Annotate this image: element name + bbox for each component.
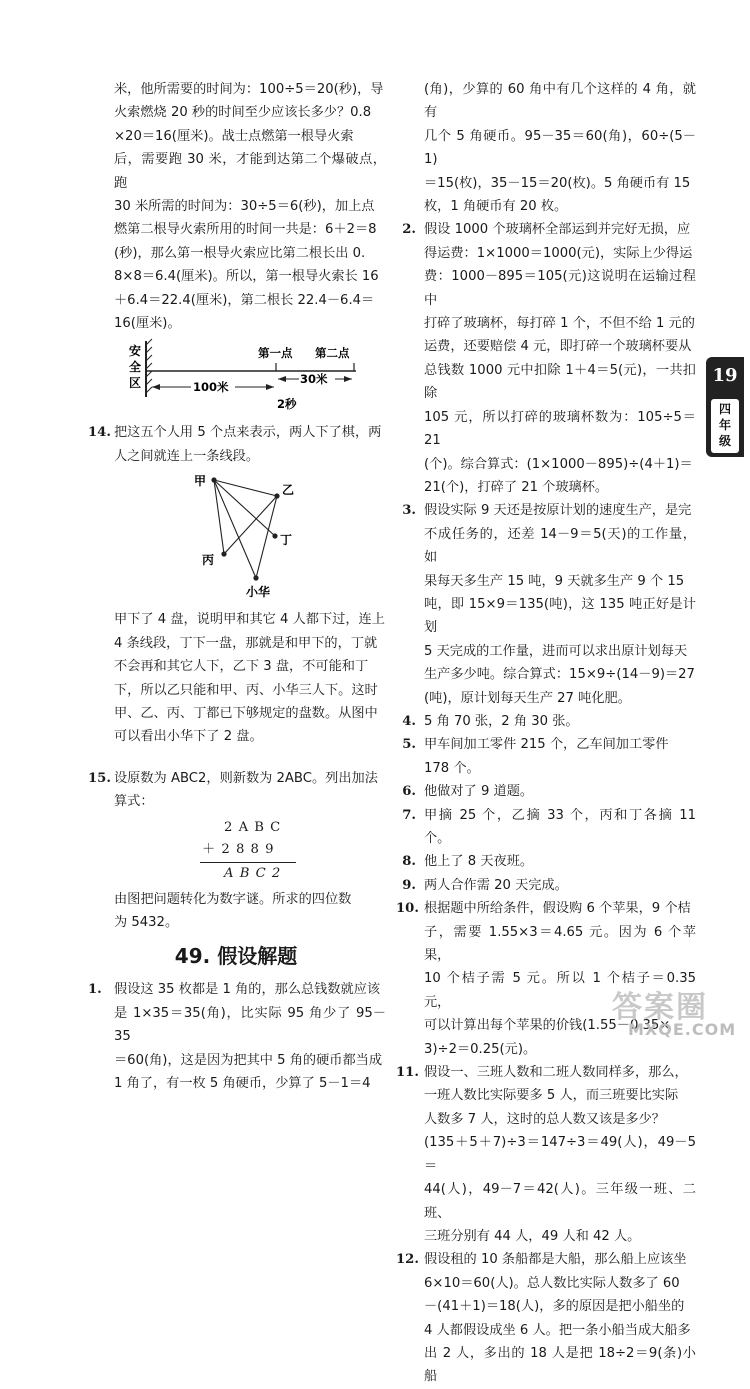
chess-games-diagram <box>86 468 386 604</box>
text-line: 设原数为 ABC2，则新数为 2ABC。列出加法 <box>114 770 378 786</box>
text-line: 生产多少吨。综合算式：15×9÷(14－9)＝27 <box>424 667 695 683</box>
question-number: 12. <box>396 1252 419 1268</box>
text-line: 不会再和其它人下，乙下 3 盘，不可能和丁 <box>114 659 369 675</box>
answer-item <box>396 874 696 897</box>
text-line: 枚，1 角硬币有 20 枚。 <box>424 199 568 215</box>
text-line: 他上了 8 天夜班。 <box>424 854 534 870</box>
person-yi: 乙 <box>282 483 295 498</box>
question-14 <box>86 421 386 468</box>
answer-item <box>396 710 696 733</box>
sum-row: A B C 2 <box>224 865 282 881</box>
safe-zone-char: 区 <box>129 376 142 391</box>
text-line: 三班分别有 44 人，49 人和 42 人。 <box>424 1228 641 1244</box>
text-line: 米，他所需要的时间为：100÷5＝20(秒)，导 <box>114 82 384 97</box>
text-line: 人数多 7 人，这时的总人数又该是多少？ <box>424 1111 665 1127</box>
text-line: 甲下了 4 盘，说明甲和其它 4 人都下过，连上 <box>114 612 385 628</box>
time-2s-label: 2秒 <box>277 397 297 412</box>
grade-char: 年 <box>718 418 731 432</box>
answer-item <box>396 218 696 499</box>
question-number: 1. <box>88 982 102 998</box>
fuse-distance-diagram <box>86 335 386 417</box>
text-line: (角)，少算的 60 角中有几个这样的 4 角，就有 <box>424 82 696 121</box>
text-line: (秒)，那么第一根导火索应比第二根长出 0. <box>114 245 366 261</box>
question-number: 6. <box>402 784 416 800</box>
text-line: 16(厘米)。 <box>114 316 181 332</box>
text-line: 打碎了玻璃杯，每打碎 1 个，不但不给 1 元的 <box>424 316 695 332</box>
text-line: 子，需要 1.55×3＝4.65 元。因为 6 个苹果， <box>424 924 696 964</box>
answer-item <box>396 780 696 803</box>
text-line: 他做对了 9 道题。 <box>424 784 534 800</box>
question-number: 5. <box>402 737 416 753</box>
text-line: 运费，还要赔偿 4 元，即打碎一个玻璃杯要从 <box>424 339 692 355</box>
text-line: －(41＋1)＝18(人)，多的原因是把小船坐的 <box>424 1299 685 1315</box>
text-line: 几个 5 角硬币。95－35＝60(角)，60÷(5－1) <box>424 128 696 168</box>
distance-100-label: 100米 <box>193 380 229 395</box>
text-line: 可以看出小华下了 2 盘。 <box>114 729 263 745</box>
text-line: 105 元，所以打碎的玻璃杯数为：105÷5＝21 <box>424 409 696 449</box>
text-line: 把这五个人用 5 个点来表示，两人下了棋，两 <box>114 425 382 441</box>
text-line: 假设这 35 枚都是 1 角的，那么总钱数就应该 <box>114 982 381 998</box>
text-line: ＝15(枚)，35－15＝20(枚)。5 角硬币有 15 <box>424 175 691 191</box>
person-bing: 丙 <box>202 553 215 568</box>
text-line: 10 个桔子需 5 元。所以 1 个桔子＝0.35 元， <box>424 971 696 1010</box>
question-number: 4. <box>402 713 416 729</box>
text-line: 出 2 人，多出的 18 人是把 18÷2＝9(条)小船 <box>424 1345 696 1385</box>
q15-explanation <box>86 888 386 935</box>
answer-1-continuation <box>396 78 696 218</box>
text-line: 3)÷2＝0.25(元)。 <box>424 1041 537 1057</box>
question-number: 9. <box>402 877 416 893</box>
page-tab <box>706 357 744 457</box>
text-line: 178 个。 <box>424 760 480 776</box>
page-number: 19 <box>712 365 738 386</box>
question-number: 3. <box>402 503 416 519</box>
text-line: 由图把问题转化为数字谜。所求的四位数 <box>114 891 352 907</box>
text-line: (135＋5＋7)÷3＝147÷3＝49(人)，49－5＝ <box>424 1135 696 1174</box>
question-number: 2. <box>402 222 416 238</box>
first-point-label: 第一点 <box>258 346 293 361</box>
text-line: 可以计算出每个苹果的价钱(1.55－0.35× <box>424 1018 671 1034</box>
text-line: ＝60(角)，这是因为把其中 5 角的硬币都当成 <box>114 1052 383 1068</box>
addend-2: ＋ 2 8 8 9 <box>202 841 275 857</box>
text-line: ×20＝16(厘米)。战士点燃第一根导火索 <box>114 128 354 144</box>
answer-item <box>396 804 696 851</box>
text-line: 6×10＝60(人)。总人数比实际人数多了 60 <box>424 1275 680 1291</box>
text-line: 5 角 70 张，2 角 30 张。 <box>424 713 579 729</box>
text-line: 是 1×35＝35(角)，比实际 95 角少了 95－35 <box>114 1005 386 1045</box>
text-line: 1 角了，有一枚 5 角硬币，少算了 5－1＝4 <box>114 1075 371 1091</box>
q14-explanation <box>86 608 386 748</box>
text-line: 4 条线段，丁下一盘，那就是和甲下的，丁就 <box>114 635 378 651</box>
addend-1: 2 A B C <box>224 819 282 835</box>
answer-1 <box>86 978 386 1095</box>
text-line: 后，需要跑 30 米，才能到达第二个爆破点，跑 <box>114 152 386 191</box>
text-line: 假设租的 10 条船都是大船，那么船上应该坐 <box>424 1252 687 1268</box>
text-line: 根据题中所给条件，假设购 6 个苹果，9 个桔 <box>424 901 691 917</box>
text-line: 费：1000－895＝105(元)这说明在运输过程中 <box>424 269 696 308</box>
text-line: 4 人都假设成坐 6 人。把一条小船当成大船多 <box>424 1322 691 1338</box>
text-line: 算式： <box>114 794 154 810</box>
text-line: 甲、乙、丙、丁都已下够规定的盘数。从图中 <box>114 705 378 721</box>
question-number: 10. <box>396 901 419 917</box>
text-line: 30 米所需的时间为：30÷5＝6(秒)，加上点 <box>114 199 375 215</box>
text-line: 火索燃烧 20 秒的时间至少应该长多少？0.8 <box>114 105 372 121</box>
text-line: 两人合作需 20 天完成。 <box>424 877 568 893</box>
person-xiaohua: 小华 <box>246 585 271 600</box>
person-ding: 丁 <box>280 533 293 548</box>
text-line: 不成任务的，还差 14－9＝5(天)的工作量，如 <box>424 526 696 566</box>
text-line: 21(个)，打碎了 21 个玻璃杯。 <box>424 479 609 495</box>
question-number: 15. <box>88 770 111 786</box>
text-line: 为 5432。 <box>114 914 179 930</box>
left-column <box>86 78 386 1095</box>
text-line: 甲摘 25 个，乙摘 33 个，丙和丁各摘 11 个。 <box>424 807 696 846</box>
question-number: 14. <box>88 425 111 441</box>
text-line: ＋6.4＝22.4(厘米)，第二根长 22.4－6.4＝ <box>114 292 375 308</box>
text-line: 得运费：1×1000＝1000(元)，实际上少得运 <box>424 245 693 261</box>
text-line: 果每天多生产 15 吨，9 天就多生产 9 个 15 <box>424 573 685 589</box>
text-line: (吨)，原计划每天生产 27 吨化肥。 <box>424 690 631 706</box>
question-number: 8. <box>402 854 416 870</box>
answer-item <box>396 1248 696 1388</box>
question-number: 11. <box>396 1065 419 1081</box>
text-line: (个)。综合算式：(1×1000－895)÷(4＋1)＝ <box>424 456 693 472</box>
answer-list <box>396 218 696 1388</box>
question-number: 7. <box>402 807 416 823</box>
question-15 <box>86 767 386 814</box>
text-line: 一班人数比实际要多 5 人，而三班要比实际 <box>424 1088 679 1104</box>
person-jia: 甲 <box>194 474 207 489</box>
answer-item <box>396 499 696 710</box>
text-line: 人之间就连上一条线段。 <box>114 448 260 464</box>
answer-item <box>396 733 696 780</box>
text-line: 8×8＝6.4(厘米)。所以，第一根导火索长 16 <box>114 269 379 285</box>
text-line: 总钱数 1000 元中扣除 1＋4＝5(元)，一共扣除 <box>424 362 696 402</box>
answer-item <box>396 850 696 873</box>
distance-30-label: 30米 <box>300 372 328 387</box>
text-line: 5 天完成的工作量，进而可以求出原计划每天 <box>424 643 688 659</box>
text-line: 假设实际 9 天还是按原计划的速度生产，是完 <box>424 503 692 519</box>
text-line: 燃第二根导火索所用的时间一共是：6＋2＝8 <box>114 222 377 238</box>
grade-char: 级 <box>718 434 731 448</box>
text-line: 下，所以乙只能和甲、丙、小华三人下。这时 <box>114 682 378 698</box>
text-line: 假设一、三班人数和二班人数同样多，那么， <box>424 1065 688 1081</box>
addition-puzzle <box>86 816 386 888</box>
watermark-logo: 答案圈 <box>612 990 708 1025</box>
right-column <box>396 78 696 1389</box>
answer-item <box>396 1061 696 1248</box>
safe-zone-char: 全 <box>129 360 142 375</box>
text-line: 甲车间加工零件 215 个，乙车间加工零件 <box>424 737 669 753</box>
watermark-url: MXQE.COM <box>628 1020 737 1039</box>
q13-continuation <box>86 78 386 335</box>
grade-label <box>711 399 739 453</box>
text-line: 44(人)，49－7＝42(人)。三年级一班、二班、 <box>424 1182 696 1221</box>
second-point-label: 第二点 <box>315 346 350 361</box>
grade-char: 四 <box>718 402 731 416</box>
safe-zone-char: 安 <box>129 344 142 359</box>
section-title: 49. 假设解题 <box>174 944 298 969</box>
text-line: 假设 1000 个玻璃杯全部运到并完好无损，应 <box>424 222 691 238</box>
text-line: 吨，即 15×9＝135(吨)，这 135 吨正好是计划 <box>424 596 696 636</box>
